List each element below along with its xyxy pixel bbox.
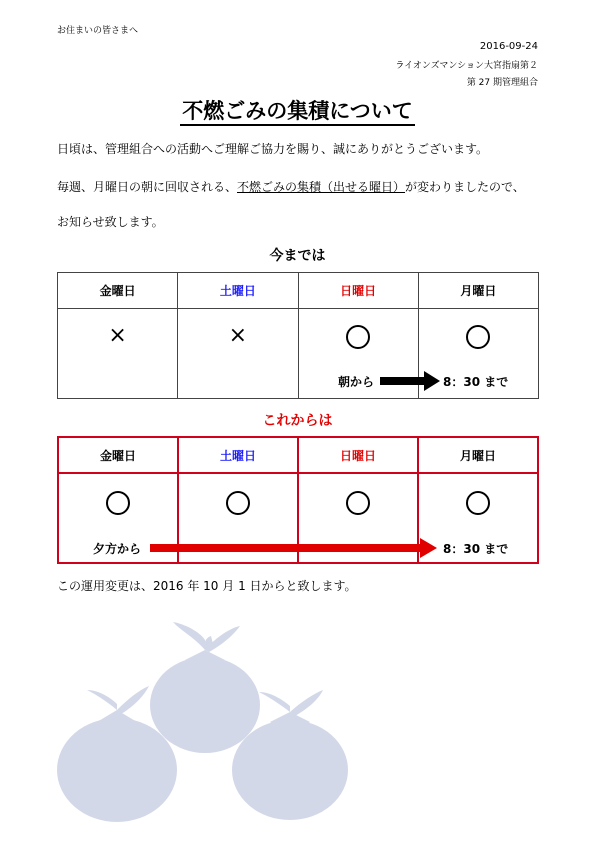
circle-mark: [346, 491, 370, 515]
page-title: [0, 95, 595, 125]
after-day-fri: 金曜日: [58, 437, 178, 473]
before-from-label: 朝から: [338, 375, 375, 389]
before-mark-fri: [58, 309, 178, 399]
intro-line-2-underlined: 不燃ごみの集積（出せる曜日）: [237, 180, 406, 194]
intro-line-3: お知らせ致します。: [57, 215, 164, 229]
after-arrow-shaft: [150, 544, 422, 552]
cross-mark: ×: [228, 323, 248, 348]
before-day-mon: 月曜日: [418, 273, 538, 309]
garbage-bags-illustration: [55, 610, 355, 830]
before-day-sun: 日曜日: [298, 273, 418, 309]
after-day-mon: 月曜日: [418, 437, 538, 473]
document-date: 2016-09-24: [479, 41, 538, 52]
greeting: お住まいの皆さまへ: [57, 26, 139, 36]
circle-mark: [106, 491, 130, 515]
before-day-row: [58, 273, 539, 309]
intro-line-1: 日頃は、管理組合への活動へご理解ご協力を賜り、誠にありがとうございます。: [57, 142, 489, 156]
intro-line-2-post: が変わりましたので、: [405, 180, 525, 194]
garbage-bag-icon: [150, 622, 260, 753]
before-arrow-shaft: [380, 377, 426, 385]
after-until-label: 8：30 まで: [443, 542, 509, 556]
after-day-row: [58, 437, 538, 473]
organization-name: ライオンズマンション大宮指扇第２: [395, 61, 538, 71]
circle-mark: [466, 491, 490, 515]
page-title-text: 不燃ごみの集積について: [180, 99, 415, 126]
intro-line-2: [57, 178, 525, 195]
after-heading: これからは: [262, 413, 333, 429]
before-arrow: [380, 370, 442, 392]
cross-mark: ×: [108, 323, 127, 348]
after-day-sun: 日曜日: [298, 437, 418, 473]
before-heading: 今までは: [269, 248, 326, 264]
before-until-label: 8：30 まで: [443, 375, 509, 389]
before-arrow-head: [424, 371, 440, 391]
after-arrow: [150, 537, 440, 559]
circle-mark: [226, 491, 250, 515]
before-mark-sat: [178, 309, 298, 399]
after-arrow-head: [420, 538, 437, 558]
after-day-sat: 土曜日: [178, 437, 298, 473]
before-day-fri: 金曜日: [58, 273, 178, 309]
intro-line-2-pre: 毎週、月曜日の朝に回収される、: [57, 180, 238, 194]
circle-mark: [466, 325, 490, 349]
committee-name: 第 27 期管理組合: [466, 78, 538, 88]
after-from-label: 夕方から: [93, 542, 142, 556]
circle-mark: [346, 325, 370, 349]
footer-note: この運用変更は、2016 年 10 月 1 日からと致します。: [57, 579, 357, 593]
before-day-sat: 土曜日: [178, 273, 298, 309]
